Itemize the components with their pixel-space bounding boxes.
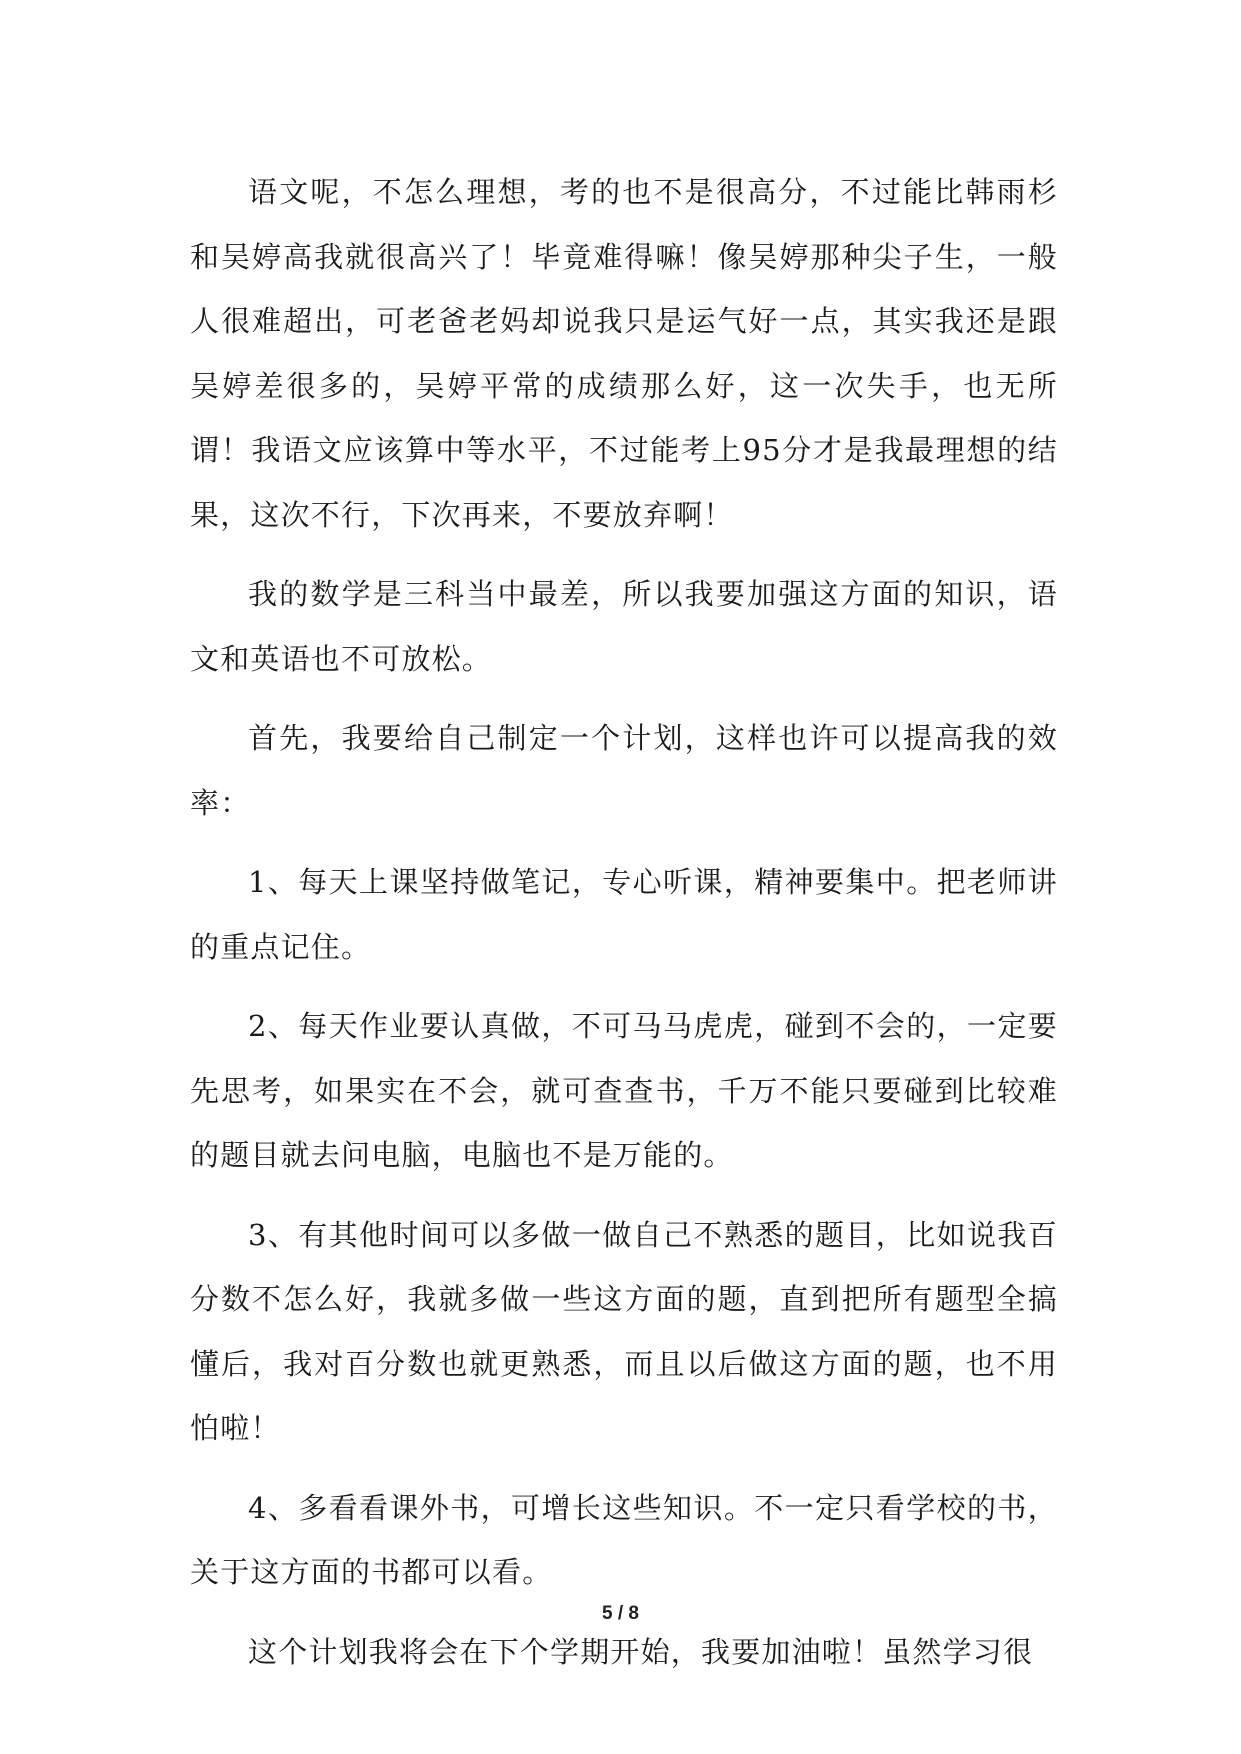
paragraph-math-weakest: 我的数学是三科当中最差，所以我要加强这方面的知识，语文和英语也不可放松。: [190, 577, 1058, 676]
list-item-plan-1: 1、每天上课坚持做笔记，专心听课，精神要集中。把老师讲的重点记住。: [190, 865, 1058, 964]
page-body: [190, 160, 1058, 1699]
page-number: 5 / 8: [602, 1603, 639, 1624]
paragraph-plan-intro: 首先，我要给自己制定一个计划，这样也许可以提高我的效率：: [190, 721, 1058, 820]
list-item-plan-3: 3、有其他时间可以多做一做自己不熟悉的题目，比如说我百分数不怎么好，我就多做一些这方面的题，直到把所有题型全搞懂后，我对百分数也就更熟悉，而且以后做这方面的题，也不用怕啦！: [190, 1217, 1058, 1445]
paragraph-plan-start: 这个计划我将会在下个学期开始，我要加油啦！虽然学习很: [248, 1634, 1034, 1669]
list-item-plan-4: 4、多看看课外书，可增长这些知识。不一定只看学校的书，关于这方面的书都可以看。: [190, 1490, 1058, 1589]
list-item-plan-2: 2、每天作业要认真做，不可马马虎虎，碰到不会的，一定要先思考，如果实在不会，就可查查书，千万不能只要碰到比较难的题目就去问电脑，电脑也不是万能的。: [190, 1009, 1058, 1172]
paragraph-chinese-score: 语文呢，不怎么理想，考的也不是很高分，不过能比韩雨杉和吴婷高我就很高兴了！毕竟难得嘛！像吴婷那种尖子生，一般人很难超出，可老爸老妈却说我只是运气好一点，其实我还是跟吴婷差很多的，吴婷平常的成绩那么好，这一次失手，也无所谓！我语文应该算中等水平，不过能考上95分才是我最理想的结果，这次不行，下次再来，不要放弃啊！: [190, 175, 1058, 532]
